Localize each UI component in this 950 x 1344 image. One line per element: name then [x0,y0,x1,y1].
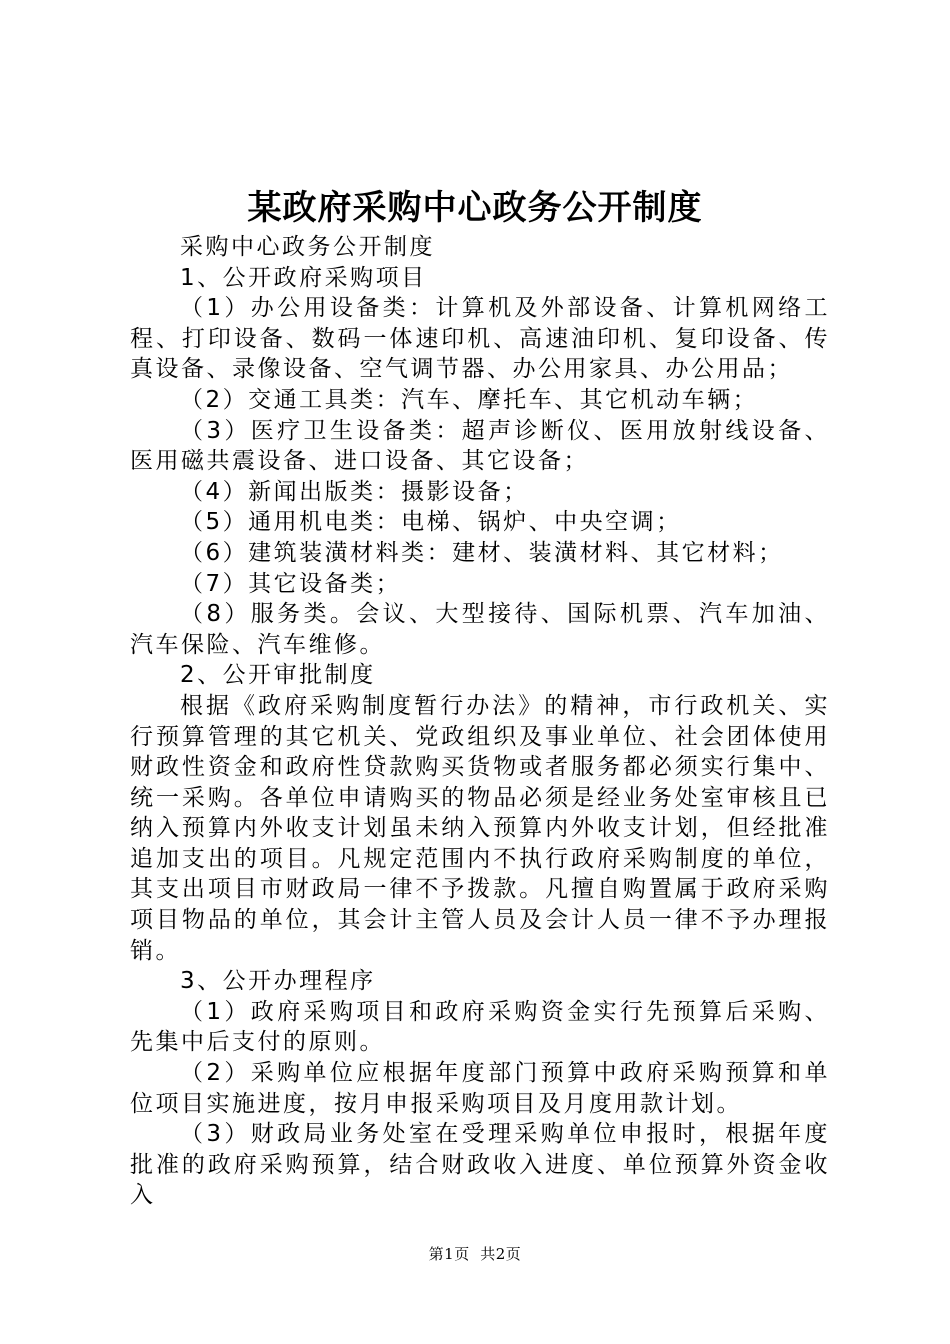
paragraph-procedure-3: （3）财政局业务处室在受理采购单位申报时，根据年度批准的政府采购预算，结合财政收入进度、单位预算外资金收入 [130,1121,830,1209]
paragraph-section-3-heading: 3、公开办理程序 [180,968,376,995]
paragraph-procedure-2: （2）采购单位应根据年度部门预算中政府采购预算和单位项目实施进度，按月申报采购项目及月度用款计划。 [130,1060,830,1117]
document-body [130,232,830,1211]
paragraph-item-6: （6）建筑装潢材料类：建材、装潢材料、其它材料； [180,539,784,566]
document-title: 某政府采购中心政务公开制度 [247,188,703,228]
paragraph-item-1: （1）办公用设备类：计算机及外部设备、计算机网络工程、打印设备、数码一体速印机、高速油印机、复印设备、传真设备、录像设备、空气调节器、办公用家具、办公用品； [130,295,830,383]
page-number-total: 共2页 [480,1245,522,1263]
paragraph-item-5: （5）通用机电类：电梯、锅炉、中央空调； [180,509,682,536]
paragraph-item-7: （7）其它设备类； [180,570,402,597]
paragraph-procedure-1: （1）政府采购项目和政府采购资金实行先预算后采购、先集中后支付的原则。 [130,998,830,1056]
paragraph-item-3: （3）医疗卫生设备类：超声诊断仪、医用放射线设备、医用磁共震设备、进口设备、其它设备； [130,417,830,475]
paragraph-section-2-heading: 2、公开审批制度 [180,662,376,689]
paragraph-item-4: （4）新闻出版类：摄影设备； [180,478,529,505]
paragraph-item-2: （2）交通工具类：汽车、摩托车、其它机动车辆； [180,386,759,413]
paragraph-subtitle: 采购中心政务公开制度 [180,234,435,260]
paragraph-approval-system: 根据《政府采购制度暂行办法》的精神，市行政机关、实行预算管理的其它机关、党政组织及事业单位、社会团体使用财政性资金和政府性贷款购买货物或者服务都必须实行集中、统一采购。各单位申请购买的物品必须是经业务处室审核且已纳入预算内外收支计划虽未纳入预算内外收支计划，但经批准追加支出的项目。凡规定范围内不执行政府采购制度的单位，其支出项目市财政局一律不予拨款。凡擅自购置属于政府采购项目物品的单位，其会计主管人员及会计人员一律不予办理报销。 [130,692,830,964]
paragraph-section-1-heading: 1、公开政府采购项目 [180,264,427,291]
page-footer [0,1244,950,1264]
paragraph-item-8: （8）服务类。会议、大型接待、国际机票、汽车加油、汽车保险、汽车维修。 [130,601,830,658]
page-number-current: 第1页 [428,1245,470,1263]
